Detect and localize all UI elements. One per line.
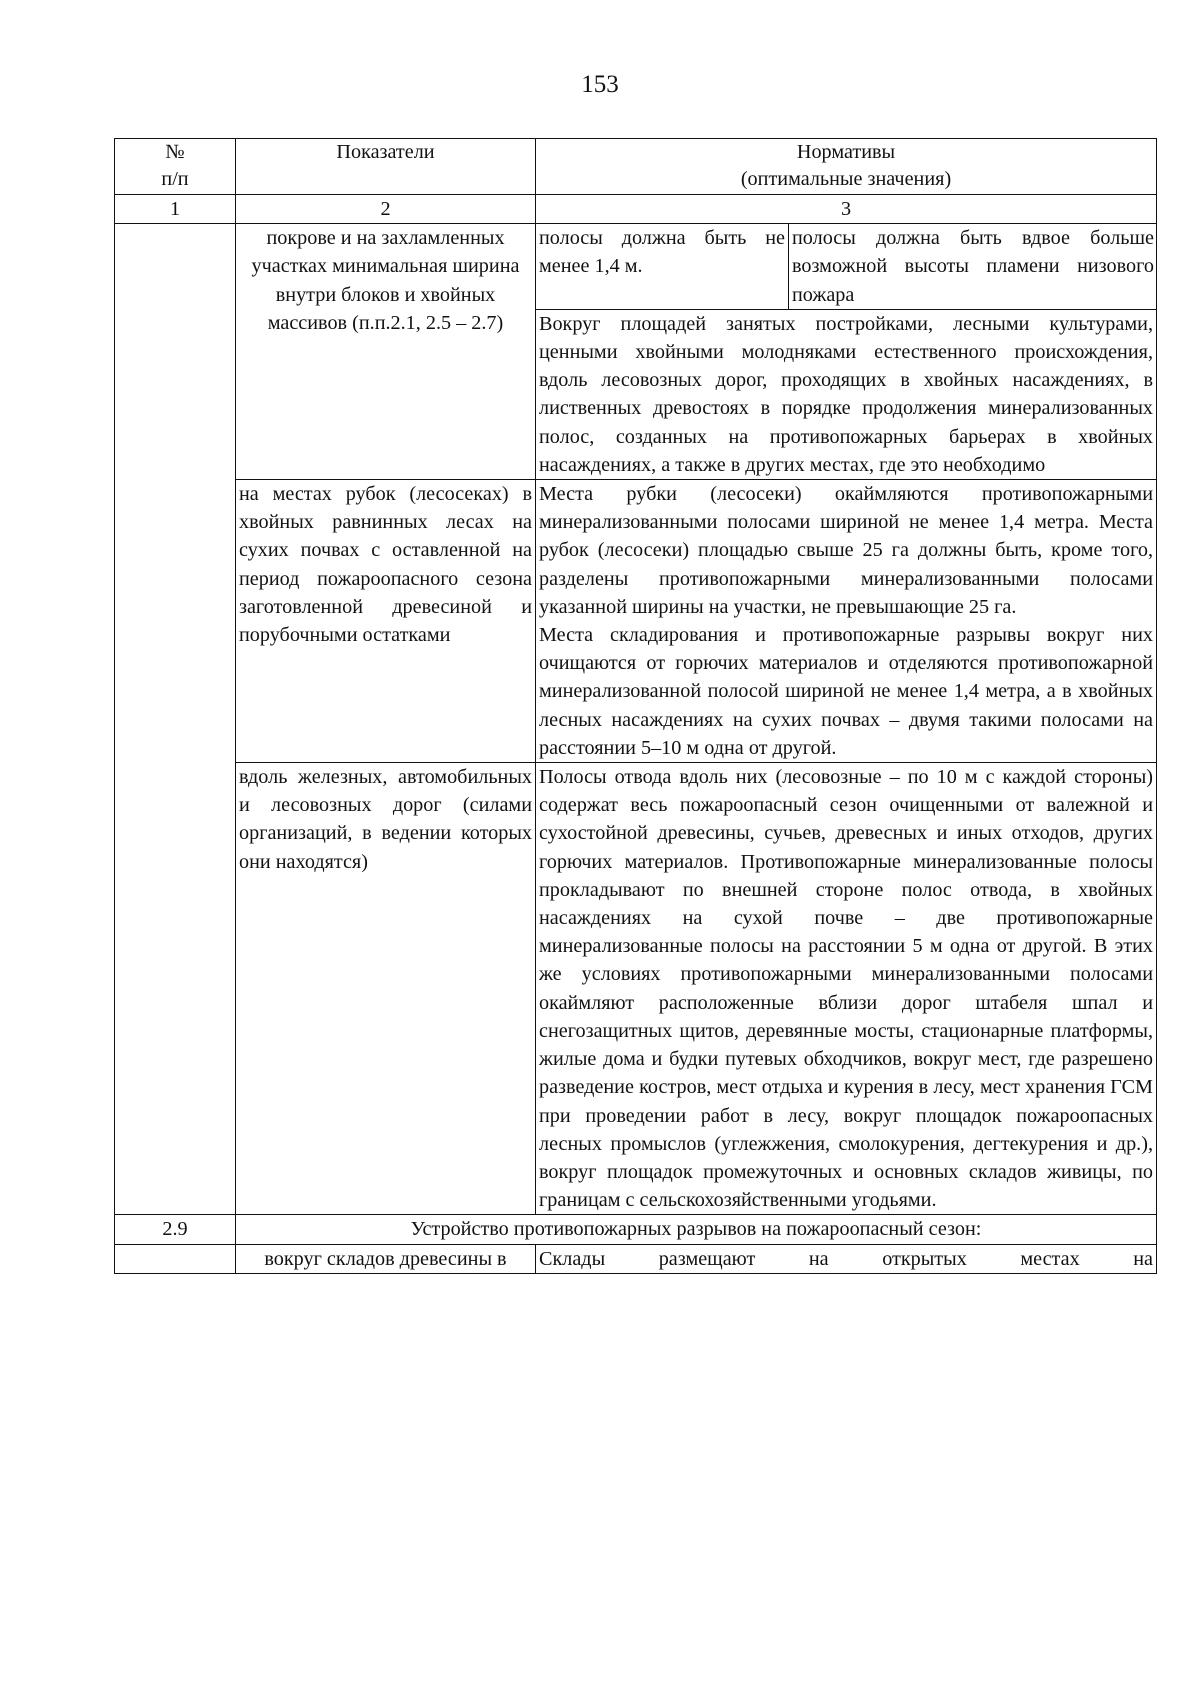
indicator-cell: на местах рубок (лесосеках) в хвойных равнинных лесах на сухих почвах с оставленной на период пожароопасного сезона заготовленной древесиной и порубочными остатками [236, 480, 536, 763]
header-norms-cell [536, 139, 1157, 195]
column-number-row [115, 195, 1157, 224]
norm-cell: Полосы отвода вдоль них (лесовозные – по 10 м с каждой стороны) содержат весь пожароопасный сезон очищенными от валежной и сухостойной древесины, сучьев, древесных и иных отходов, других горючих материалов. Противопожарные минерализованные полосы прокладывают по внешней стороне полос отвода, в хвойных насаждениях на сухой почве – две противопожарные минерализованные полосы на расстоянии 5 м одна от другой. В этих же условиях противопожарными минерализованными полосами окаймляют расположенные вблизи дорог штабеля шпал и снегозащитных щитов, деревянные мосты, стационарные платформы, жилые дома и будки путевых обходчиков, вокруг мест, где разрешено разведение костров, мест отдыха и курения в лесу, мест хранения ГСМ при проведении работ в лесу, вокруг площадок пожароопасных лесных промыслов (углежжения, смолокурения, дегтекурения и др.), вокруг площадок промежуточных и основных складов живицы, по границам с сельскохозяйственными угодьями. [536, 763, 1157, 1215]
norm-cell [536, 480, 1157, 763]
norm-cell-left: полосы должна быть не менее 1,4 м. [536, 224, 789, 310]
table-header-row [115, 139, 1157, 195]
norm-paragraph: Места рубки (лесосеки) окаймляются противопожарными минерализованными полосами шириной не менее 1,4 метра. Места рубок (лесосеки) площадью свыше 25 га должны быть, кроме того, разделены противопожарными минерализованными полосами указанной ширины на участки, не превышающие 25 га. [539, 483, 1153, 618]
table-row [115, 480, 1157, 763]
header-number-symbol: № [165, 141, 185, 163]
number-cell [115, 480, 236, 763]
column-number-2: 2 [236, 195, 536, 224]
header-norms-title: Нормативы [796, 141, 896, 163]
column-number-3: 3 [536, 195, 1157, 224]
number-cell [115, 1244, 236, 1273]
section-number: 2.9 [115, 1215, 236, 1244]
indicator-cell: покрове и на захламленных участках минимальная ширина внутри блоков и хвойных массивов (п.п.2.1, 2.5 – 2.7) [236, 224, 536, 480]
header-number-cell [115, 139, 236, 195]
section-title: Устройство противопожарных разрывов на пожароопасный сезон: [236, 1215, 1157, 1244]
norm-cell: Склады размещают на открытых местах на [536, 1244, 1157, 1273]
number-cell [115, 224, 236, 480]
norm-cell-right: полосы должна быть вдвое больше возможной высоты пламени низового пожара [789, 224, 1157, 310]
table-row [115, 763, 1157, 1215]
header-number-pp: п/п [161, 168, 189, 190]
section-row [115, 1215, 1157, 1244]
page-number: 153 [581, 71, 619, 98]
table-row [115, 224, 1157, 310]
indicator-cell: вокруг складов древесины в [236, 1244, 536, 1273]
header-norms-subtitle: (оптимальные значения) [740, 168, 952, 190]
indicator-cell: вдоль железных, автомобильных и лесовозных дорог (силами организаций, в ведении которых они находятся) [236, 763, 536, 1215]
norm-paragraph: Места складирования и противопожарные разрывы вокруг них очищаются от горючих материалов и отделяются противопожарной минерализованной полосой шириной не менее 1,4 метра, а в хвойных лесных насаждениях на сухих почвах – двумя такими полосами на расстоянии 5–10 м одна от другой. [539, 624, 1153, 759]
column-number-1: 1 [115, 195, 236, 224]
norm-cell: Вокруг площадей занятых постройками, лесными культурами, ценными хвойными молодняками естественного происхождения, вдоль лесовозных дорог, проходящих в хвойных насаждениях, в лиственных древостоях в порядке продолжения минерализованных полос, созданных на противопожарных барьерах в хвойных насаждениях, а также в других местах, где это необходимо [536, 309, 1157, 479]
table-row [115, 1244, 1157, 1273]
number-cell [115, 763, 236, 1215]
norms-table [114, 138, 1157, 1274]
header-indicators-cell: Показатели [236, 139, 536, 195]
